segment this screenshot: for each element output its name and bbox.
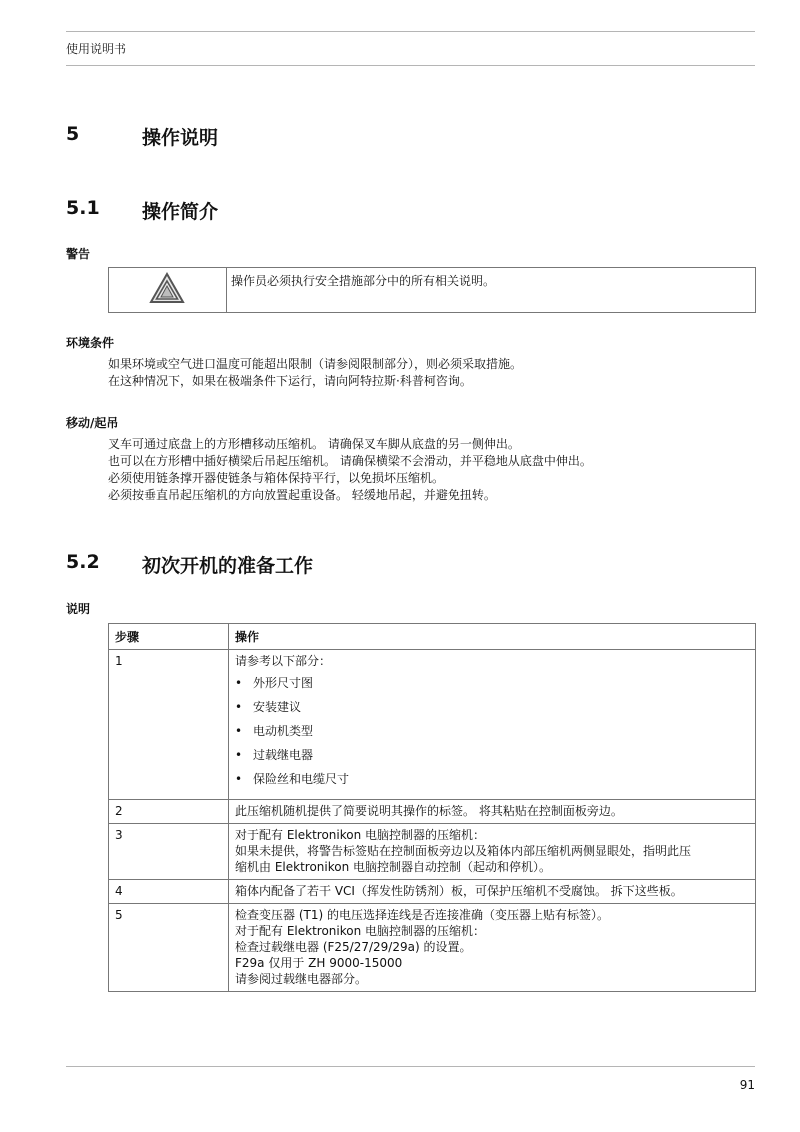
- text-line: 缩机由 Elektronikon 电脑控制器自动控制（起动和停机）。: [235, 860, 552, 874]
- step-number: 1: [109, 650, 229, 800]
- step-action: [229, 880, 756, 904]
- description-label: 说明: [66, 602, 91, 616]
- step-action: [229, 824, 756, 880]
- text-line: 请参阅过载继电器部分。: [235, 972, 368, 986]
- section-number: 5: [66, 123, 80, 145]
- table-row: [109, 650, 756, 800]
- table-row: [109, 880, 756, 904]
- moving-lifting-text: [108, 436, 592, 504]
- warning-box: [108, 267, 756, 313]
- bullet: •: [235, 676, 243, 690]
- text-line: 必须使用链条撑开器使链条与箱体保持平行，以免损坏压缩机。: [108, 471, 445, 485]
- text-line: 检查过载继电器 (F25/27/29/29a) 的设置。: [235, 940, 472, 954]
- table-row: [109, 800, 756, 824]
- reference-list: [235, 675, 749, 787]
- text-line: 如果未提供，将警告标签贴在控制面板旁边以及箱体内部压缩机两侧显眼处，指明此压: [235, 844, 692, 858]
- step-number: 3: [109, 824, 229, 880]
- bullet: •: [235, 700, 243, 714]
- header-top-rule: [66, 31, 755, 32]
- step-number: 5: [109, 904, 229, 992]
- warning-triangle-icon: [149, 272, 185, 304]
- list-item: [235, 747, 749, 763]
- list-item-text: 保险丝和电缆尺寸: [253, 772, 350, 786]
- text-line: 对于配有 Elektronikon 电脑控制器的压缩机：: [235, 828, 486, 842]
- list-item-text: 电动机类型: [253, 724, 314, 738]
- warning-text: 操作员必须执行安全措施部分中的所有相关说明。: [227, 268, 756, 313]
- running-title: 使用说明书: [66, 42, 127, 56]
- step-action: [229, 904, 756, 992]
- footer-rule: [66, 1066, 755, 1067]
- page-number: 91: [739, 1078, 755, 1092]
- step-action: [229, 800, 756, 824]
- section-title: 初次开机的准备工作: [142, 555, 314, 577]
- list-item: [235, 699, 749, 715]
- list-item-text: 安装建议: [253, 700, 302, 714]
- warning-icon-cell: [109, 268, 227, 313]
- text-line: F29a 仅用于 ZH 9000-15000: [235, 956, 403, 970]
- bullet: •: [235, 748, 243, 762]
- table-header-row: [109, 624, 756, 650]
- text-line: 也可以在方形槽中插好横梁后吊起压缩机。 请确保横梁不会滑动，并平稳地从底盘中伸出。: [108, 454, 592, 468]
- moving-lifting-label: 移动/起吊: [66, 416, 119, 430]
- section-number: 5.2: [66, 551, 100, 573]
- text-line: 箱体内配备了若干 VCI（挥发性防锈剂）板，可保护压缩机不受腐蚀。 拆下这些板。: [235, 884, 683, 898]
- text-line: 对于配有 Elektronikon 电脑控制器的压缩机：: [235, 924, 486, 938]
- column-header-action: 操作: [229, 624, 756, 650]
- text-line: 在这种情况下，如果在极端条件下运行，请向阿特拉斯·科普柯咨询。: [108, 374, 472, 388]
- table-row: [109, 904, 756, 992]
- section-title: 操作说明: [142, 127, 219, 149]
- section-number: 5.1: [66, 197, 100, 219]
- list-item: [235, 675, 749, 691]
- steps-table: [108, 623, 756, 992]
- text-line: 如果环境或空气进口温度可能超出限制（请参阅限制部分），则必须采取措施。: [108, 357, 523, 371]
- column-header-step: 步骤: [109, 624, 229, 650]
- list-item: [235, 771, 749, 787]
- section-title: 操作简介: [142, 201, 219, 223]
- step-number: 2: [109, 800, 229, 824]
- list-item-text: 过载继电器: [253, 748, 314, 762]
- bullet: •: [235, 724, 243, 738]
- list-item: [235, 723, 749, 739]
- environment-text: [108, 356, 522, 390]
- step-number: 4: [109, 880, 229, 904]
- text-line: 此压缩机随机提供了简要说明其操作的标签。 将其粘贴在控制面板旁边。: [235, 804, 623, 818]
- table-row: [109, 824, 756, 880]
- text-line: 必须按垂直吊起压缩机的方向放置起重设备。 轻缓地吊起，并避免扭转。: [108, 488, 496, 502]
- warning-label: 警告: [66, 247, 91, 261]
- text-line: 检查变压器 (T1) 的电压选择连线是否连接准确（变压器上贴有标签）。: [235, 908, 609, 922]
- bullet: •: [235, 772, 243, 786]
- step-action: [229, 650, 756, 800]
- environment-label: 环境条件: [66, 336, 115, 350]
- step-intro: 请参考以下部分：: [235, 654, 332, 668]
- text-line: 叉车可通过底盘上的方形槽移动压缩机。 请确保叉车脚从底盘的另一侧伸出。: [108, 437, 520, 451]
- header-bottom-rule: [66, 65, 755, 66]
- list-item-text: 外形尺寸图: [253, 676, 314, 690]
